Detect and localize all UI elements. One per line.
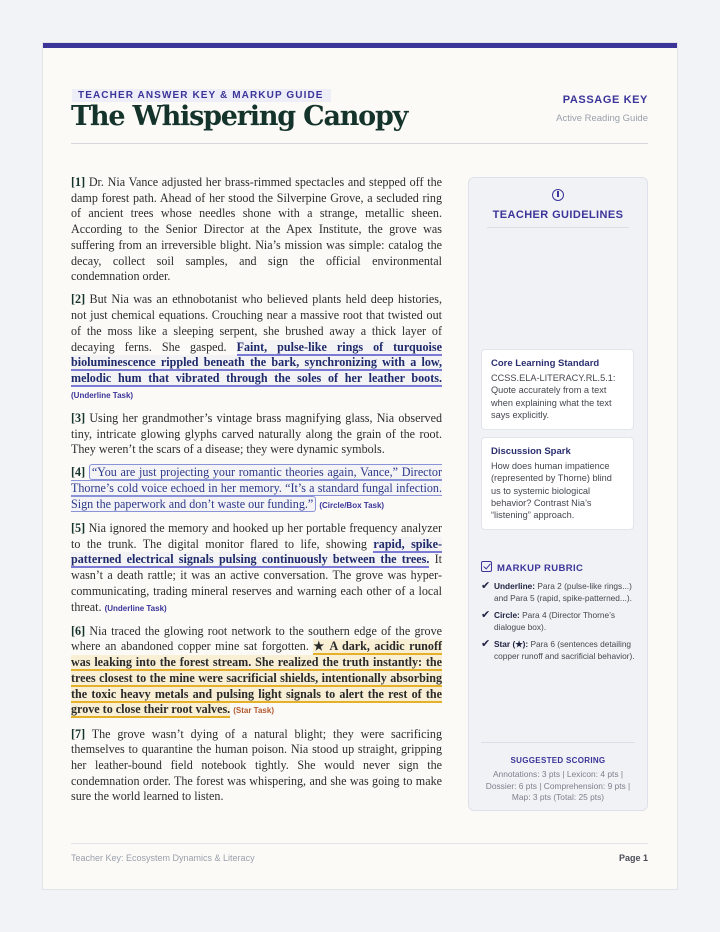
paragraph-text: But Nia was an ethnobotanist who believed plants held deep histories, not just chemical equations. Crouching near a massive root that twisted out of the moss like a sleeping serpent, she brushed away a thick layer of decaying ferns. She gasped. <box>71 292 442 354</box>
page-title: The Whispering Canopy <box>71 101 408 132</box>
learning-standard-card <box>481 349 634 430</box>
scoring-heading: SUGGESTED SCORING <box>510 756 606 765</box>
rubric-text: Para 2 (pulse-like rings...) and Para 5 (rapid, spike-patterned...). <box>494 581 632 603</box>
underline-highlight: rapid, spike-patterned electrical signals pulsing continuously between the trees. <box>71 536 442 567</box>
passage-key-label: PASSAGE KEY <box>562 94 648 106</box>
paragraph-number: [1] <box>71 175 86 189</box>
rubric-label: Circle: <box>494 610 520 620</box>
card-title: Core Learning Standard <box>491 358 600 369</box>
paragraph-text: Nia ignored the memory and hooked up her portable frequency analyzer to the trunk. The digital monitor flared to life, showing <box>71 521 442 551</box>
paragraph-number: [4] <box>71 465 86 480</box>
paragraph-7 <box>71 727 442 806</box>
star-highlight: ★ A dark, acidic runoff was leaking into the forest stream. She realized the truth instantly: the trees closest to the mine were sacrificial shields, intentionally absorbing the toxic heavy metals and pulsing light signals to alert the rest of the grove to close their root valves. <box>71 639 443 717</box>
footer-divider <box>71 843 648 844</box>
info-icon <box>552 189 564 201</box>
checkmark-icon: ✔ <box>481 608 491 621</box>
paragraph-6 <box>71 624 442 719</box>
rubric-text: Para 4 (Director Thorne’s dialogue box). <box>494 610 615 632</box>
passage-key-subtitle: Active Reading Guide <box>556 113 648 124</box>
paragraph-text: The grove wasn’t dying of a natural blight; they were sacrificing themselves to quarantine the human poison. Nia stood up straight, gripping her leather-bound field notebook tightly. She would never sign the condemnation order. The forest was whispering, and she was going to make sure the world learned to listen. <box>71 726 442 804</box>
answer-key-page <box>43 43 677 889</box>
paragraph-5 <box>71 521 442 616</box>
task-tag: (Underline Task) <box>104 603 167 613</box>
task-tag: (Underline Task) <box>71 390 134 400</box>
scoring-text: Annotations: 3 pts | Lexicon: 4 pts | Dossier: 6 pts | Comprehension: 9 pts | Map: 3 pts (Total: 25 pts) <box>485 769 631 802</box>
paragraph-number: [2] <box>71 292 86 307</box>
rubric-label: Star (★): <box>494 639 529 649</box>
rubric-heading-label: MARKUP RUBRIC <box>497 563 584 574</box>
rubric-list <box>481 580 637 667</box>
rubric-item <box>481 580 637 604</box>
eyebrow-label: TEACHER ANSWER KEY & MARKUP GUIDE <box>72 89 331 102</box>
page-number: Page 1 <box>618 853 648 863</box>
card-text: How does human impatience (represented by Thorne) blind us to systemic biological behavior? Contrast Nia’s “listening” approach. <box>491 461 612 521</box>
rubric-label: Underline: <box>494 581 536 591</box>
checkmark-icon: ✔ <box>481 579 491 592</box>
paragraph-number: [6] <box>71 623 86 638</box>
sidebar-divider <box>487 227 629 228</box>
teacher-guidelines-sidebar <box>468 177 648 811</box>
header-divider <box>71 143 648 144</box>
paragraph-4 <box>71 465 442 513</box>
task-tag: (Star Task) <box>233 706 274 716</box>
paragraph-number: [5] <box>71 521 86 536</box>
paragraph-number: [7] <box>71 726 86 741</box>
paragraph-3 <box>71 411 442 458</box>
paragraph-text: Dr. Nia Vance adjusted her brass-rimmed spectacles and stepped off the damp forest path. Ahead of her stood the Silverpine Grove, a secluded ring of ancient trees whose needles shone with a strange, metallic sheen. According to the Senior Director at the Apex Institute, the grove was suffering from an irreversible blight. Nia’s mission was simple: catalog the decay, collect soil samples, and sign the official environmental condemnation order. <box>71 175 442 284</box>
sidebar-heading: TEACHER GUIDELINES <box>492 209 624 221</box>
paragraph-text: It wasn’t a death rattle; it was an active conversation. The grove was hyper-communicating, trading mineral reserves and warning each other of a local threat. <box>71 552 442 614</box>
paragraph-text: Nia traced the glowing root network to the southern edge of the grove where an abandoned copper mine sat forgotten. <box>71 623 442 654</box>
box-highlight: “You are just projecting your romantic theories again, Vance,” Director Thorne’s cold voice echoed in her memory. “It’s a standard fungal infection. Sign the paperwork and don’t waste our funding.” <box>71 465 442 511</box>
rubric-item <box>481 638 637 662</box>
card-text: CCSS.ELA-LITERACY.RL.5.1: Quote accurately from a text when explaining what the text says explicitly. <box>491 373 616 420</box>
card-title: Discussion Spark <box>491 446 571 457</box>
paragraph-1 <box>71 175 442 285</box>
task-tag: (Circle/Box Task) <box>319 500 385 510</box>
rubric-item <box>481 609 637 633</box>
scoring-divider <box>481 742 635 743</box>
underline-highlight: Faint, pulse-like rings of turquoise bioluminescence rippled beneath the bark, synchronizing with a low, melodic hum that vibrated through the soles of her leather boots. <box>71 339 442 385</box>
discussion-card <box>481 437 634 530</box>
checkbox-icon <box>481 561 492 572</box>
passage-body <box>71 175 442 813</box>
paragraph-number: [3] <box>71 410 86 425</box>
rubric-text: Para 6 (sentences detailing copper runoff and sacrificial behavior). <box>494 639 635 661</box>
rubric-heading <box>481 561 583 574</box>
footer-course-label: Teacher Key: Ecosystem Dynamics & Literacy <box>71 853 255 863</box>
checkmark-icon: ✔ <box>481 637 491 650</box>
paragraph-text: Using her grandmother’s vintage brass magnifying glass, Nia observed tiny, intricate glowing glyphs carved naturally along the grain of the root. They weren’t the scars of a disease; they were dynamic symbols. <box>71 410 442 457</box>
paragraph-2 <box>71 292 442 403</box>
